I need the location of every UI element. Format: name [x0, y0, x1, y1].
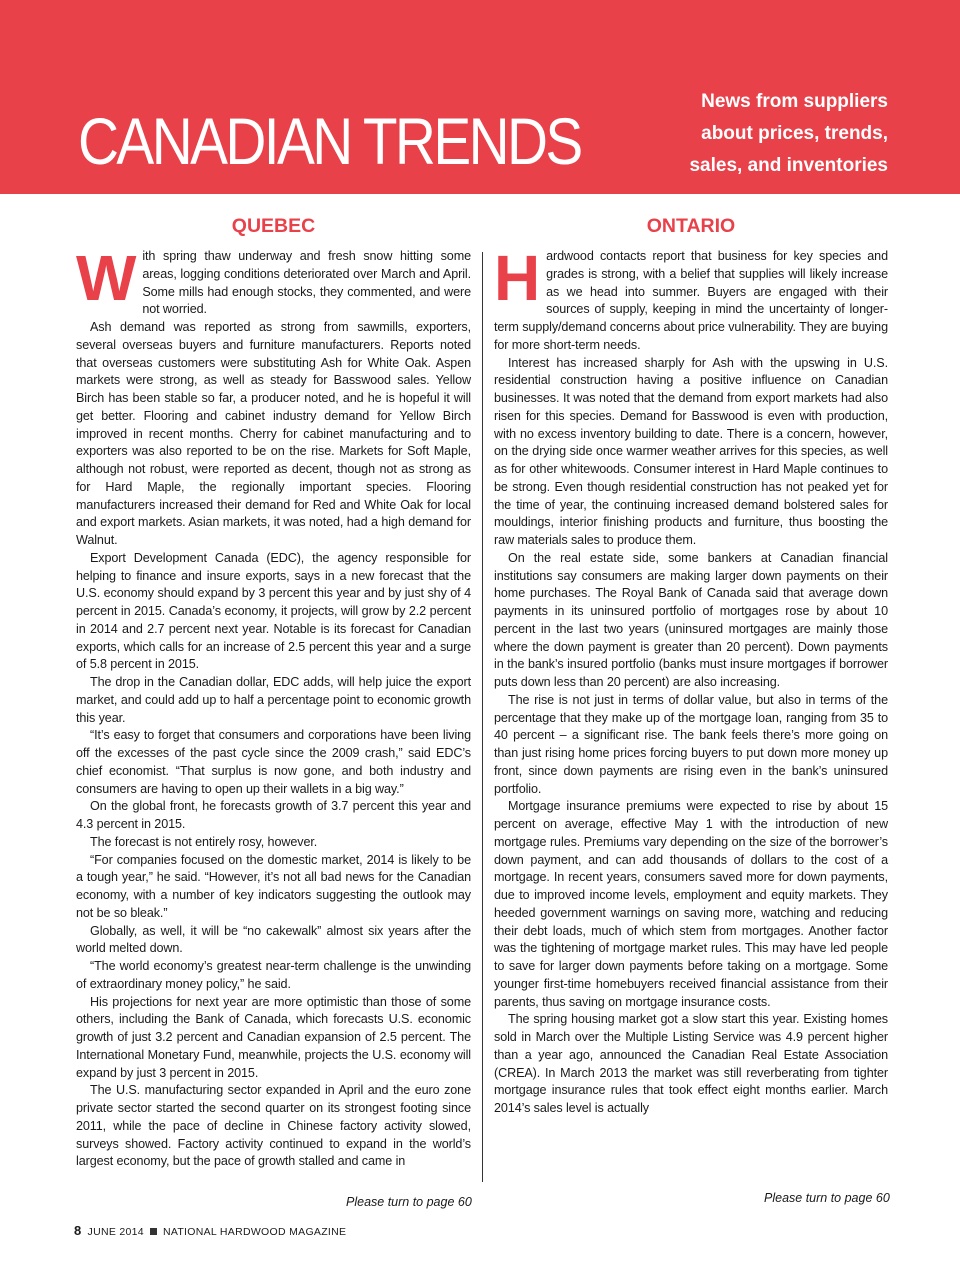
- paragraph: His projections for next year are more optimistic than those of some others, including the Bank of Canada, which forecasts U.S. economic growth of just 3.2 percent and Canadian expansion of 2.5 percent. The International Monetary Fund, meanwhile, projects the U.S. economy will expand by just 3 percent in 2015.: [76, 994, 471, 1080]
- paragraph: Export Development Canada (EDC), the agency responsible for helping to finance and insure exports, says in a new forecast that the U.S. economy should expand by 3 percent this year and by just shy of 4 percent in 2015. Canada’s economy, it projects, will grow by 2.2 percent in 2014 and 2.7 percent next year. Notable is its forecast for Canadian exports, which calls for an increase of 2.5 percent this year and a surge of 5.8 percent in 2015.: [76, 550, 471, 672]
- ontario-column: [494, 214, 888, 1118]
- quebec-body: [76, 242, 471, 1171]
- paragraph: The forecast is not entirely rosy, however.: [90, 834, 318, 849]
- separator-square-icon: [150, 1228, 157, 1235]
- tagline-line: sales, and inventories: [689, 155, 888, 176]
- paragraph: “For companies focused on the domestic market, 2014 is likely to be a tough year,” he said. “However, it’s not all bad news for the Canadian economy, with a number of key indicators suggesting the outlook may not be so bleak.”: [76, 852, 471, 920]
- ontario-body: [494, 242, 888, 1118]
- continued-link-quebec: Please turn to page 60: [346, 1195, 472, 1209]
- paragraph: Globally, as well, it will be “no cakewalk” almost six years after the world melted down.: [76, 923, 471, 956]
- continued-link-ontario: Please turn to page 60: [764, 1191, 890, 1205]
- header-banner: [0, 0, 960, 194]
- paragraph: With spring thaw underway and fresh snow hitting some areas, logging conditions deteriorated over March and April. Some mills had enough stocks, they commented, and were not worried.: [76, 242, 471, 317]
- paragraph: “It’s easy to forget that consumers and corporations have been living off the excesses of the past cycle since the 2009 crash,” said EDC’s chief economist. “That surplus is now gone, and both industry and consumers are having to open up their wallets in a big way.”: [76, 728, 471, 796]
- drop-cap: H: [494, 242, 541, 314]
- paragraph: “The world economy’s greatest near-term challenge is the unwinding of extraordinary money policy,” he said.: [76, 959, 471, 991]
- tagline: [689, 86, 888, 182]
- tagline-line: News from suppliers: [701, 91, 888, 112]
- page-number: 8: [74, 1223, 82, 1238]
- ontario-heading: ONTARIO: [646, 215, 736, 237]
- quebec-column: [76, 214, 471, 1171]
- page-title: CANADIAN TRENDS: [78, 104, 581, 178]
- tagline-line: about prices, trends,: [701, 123, 888, 144]
- issue-date: JUNE 2014: [87, 1226, 144, 1238]
- paragraph: Ash demand was reported as strong from sawmills, exporters, several overseas buyers and furniture manufacturers. Reports noted that overseas customers were substituting Ash for White Oak. Aspen markets were strong, as well as steady for Basswood sales. Yellow Birch has been stable so far, a producer noted, and he is hopeful it will get better. Flooring and cabinet industry demand for Yellow Birch improved in recent months. Cherry for cabinet manufacturing and to exporters was also reported to be on the rise. Markets for Soft Maple, although not robust, were reported as decent, though not as strong as for Hard Maple, the regionally important species. Flooring manufacturers increased their demand for Red and White Oak for local and export markets. Asian markets, it was noted, had a high demand for Walnut.: [76, 320, 471, 547]
- paragraph: Mortgage insurance premiums were expected to rise by about 15 percent on average, effective May 1 with the introduction of new mortgage rules. Premiums vary depending on the size of the borrower’s down payment, and can add thousands of dollars to the cost of a mortgage. In recent years, consumers saved more for down payments, due to improved income levels, employment and equity markets. They heeded government warnings on saving more, watching and reducing their debt loads, much of which stem from mortgages. Another factor was the tightening of mortgage market rules. This may have led people to save for larger down payments before taking on a mortgage. Some younger first-time homebuyers received financial assistance from their parents, thus saving on mortgage insurance costs.: [494, 799, 888, 1009]
- paragraph: The drop in the Canadian dollar, EDC adds, will help juice the export market, and could add up to half a percentage point to economic growth this year.: [76, 675, 471, 725]
- page-footer: [74, 1223, 346, 1238]
- paragraph: Hardwood contacts report that business for key species and grades is strong, with a belief that supplies will likely increase as we head into summer. Buyers are engaged with their sources of supply, keeping in mind the uncertainty of longer-term supply/demand concerns about price vulnerability. They are buying for more short-term needs.: [494, 242, 888, 352]
- paragraph: On the real estate side, some bankers at Canadian financial institutions say consumers are making larger down payments on their home purchases. The Royal Bank of Canada said that average down payments in its uninsured portfolio of mortgages rose by about 10 percent in the last two years (uninsured mortgages are mainly those where the down payment is greater than 20 percent). Down payments in the bank’s insured portfolio (banks must insure mortgages if borrower puts down less than 20 percent) are also increasing.: [494, 550, 888, 689]
- quebec-heading: QUEBEC: [231, 215, 316, 237]
- paragraph: The rise is not just in terms of dollar value, but also in terms of the percentage that they make up of the mortgage loan, ranging from 35 to 40 percent – a significant rise. The bank feels there’s more going on than just rising home prices forcing buyers to put down more money up front, since down payments are rising even in the bank’s uninsured portfolio.: [494, 692, 888, 796]
- publication-name: NATIONAL HARDWOOD MAGAZINE: [162, 1226, 347, 1238]
- paragraph: The U.S. manufacturing sector expanded in April and the euro zone private sector started the second quarter on its strongest footing since 2011, while the pace of decline in Chinese factory activity slowed, surveys showed. Factory activity continued to expand in the world’s largest economy, but the pace of growth stalled and came in: [76, 1083, 471, 1169]
- drop-cap: W: [76, 242, 137, 314]
- column-divider: [482, 252, 483, 1182]
- paragraph: On the global front, he forecasts growth of 3.7 percent this year and 4.3 percent in 2015.: [76, 799, 471, 831]
- paragraph: Interest has increased sharply for Ash with the upswing in U.S. residential construction having a positive influence on Canadian businesses. It was noted that the demand from export markets had also risen for this species. Demand for Basswood is even with production, with no excess inventory building to date. There is a concern, however, on the drying side once warmer weather arrives for this species, as well as for other whitewoods. Consumer interest in Hard Maple continues to be strong. Even though residential construction has not peaked yet for the time of year, the continuing increased demand bolstered sales for mouldings, interior finishing products and furniture, thus boosting the raw materials sales to produce them.: [494, 355, 888, 547]
- paragraph: The spring housing market got a slow start this year. Existing homes sold in March over the Multiple Listing Service was 4.9 percent higher than a year ago, announced the Canadian Real Estate Association (CREA). In March 2013 the market was still reverberating from tighter mortgage insurance rules that took effect eight months earlier. March 2014’s sales level is actually: [494, 1012, 888, 1115]
